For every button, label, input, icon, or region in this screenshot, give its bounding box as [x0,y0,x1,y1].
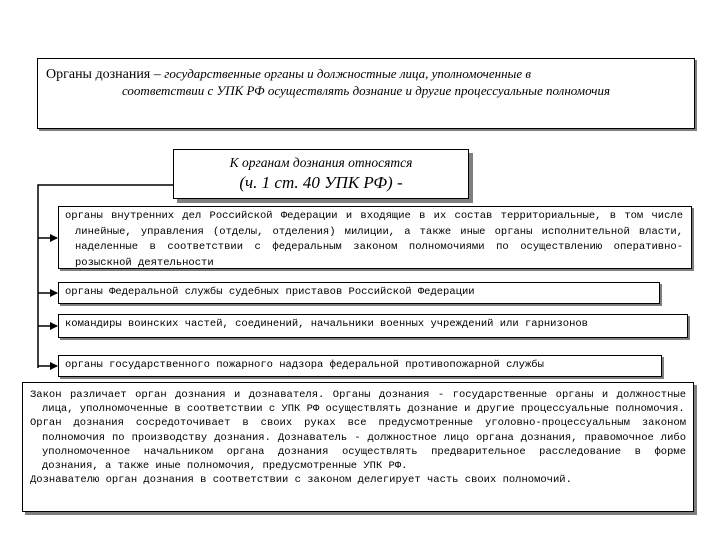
explanation-box [22,382,694,512]
definition-dash: – [150,67,165,82]
definition-first-line [46,65,686,83]
heading-box [173,149,469,199]
list-item-text: органы внутренних дел Российской Федерации и входящие в их состав территориальные, в том числе линейные, управления (отделы, отделения) милиции, а также иные органы исполнительной власти, наделенные в соответствии с федеральным законом полномочиями по осуществлению оперативно-розыскной деятельности [65,210,683,269]
definition-text-first: государственные органы и должностные лица, уполномоченные в [164,66,532,81]
list-item-internal-affairs [58,206,692,269]
heading-line-1: К органам дознания относятся [229,155,413,170]
definition-box [37,58,695,129]
list-item-text: командиры воинских частей, соединений, начальники военных учреждений или гарнизонов [65,318,588,330]
heading-line-2: (ч. 1 ст. 40 УПК РФ) - [239,173,403,192]
list-item-text: органы Федеральной службы судебных приставов Российской Федерации [65,286,475,298]
explanation-paragraph-1: Закон различает орган дознания и дознавателя. Органы дознания - государственные органы и должностные лица, уполномоченные в соответствии с УПК РФ осуществлять дознание и другие процессуальные полномочия. [30,389,686,416]
explanation-paragraph-3: Дознавателю орган дознания в соответствии с законом делегирует часть своих полномочий. [30,474,572,487]
definition-text-rest: соответствии с УПК РФ осуществлять дознание и другие процессуальные полномочия [121,83,611,98]
list-item-military-commanders [58,314,688,338]
explanation-paragraph-2: Орган дознания сосредоточивает в своих руках все предусмотренные уголовно-процессуальным законом полномочия по производству дознания. Дознаватель - должностное лицо органа дознания, правомочное либо уполномоченное начальником органа дознания осуществлять предварительное расследование в форме дознания, а также иные полномочия, предусмотренные УПК РФ. [30,417,686,473]
definition-term: Органы дознания [46,67,151,82]
list-item-fire-supervision [58,355,662,377]
list-item-bailiffs [58,282,660,304]
list-item-text: органы государственного пожарного надзора федеральной противопожарной службы [65,359,544,371]
